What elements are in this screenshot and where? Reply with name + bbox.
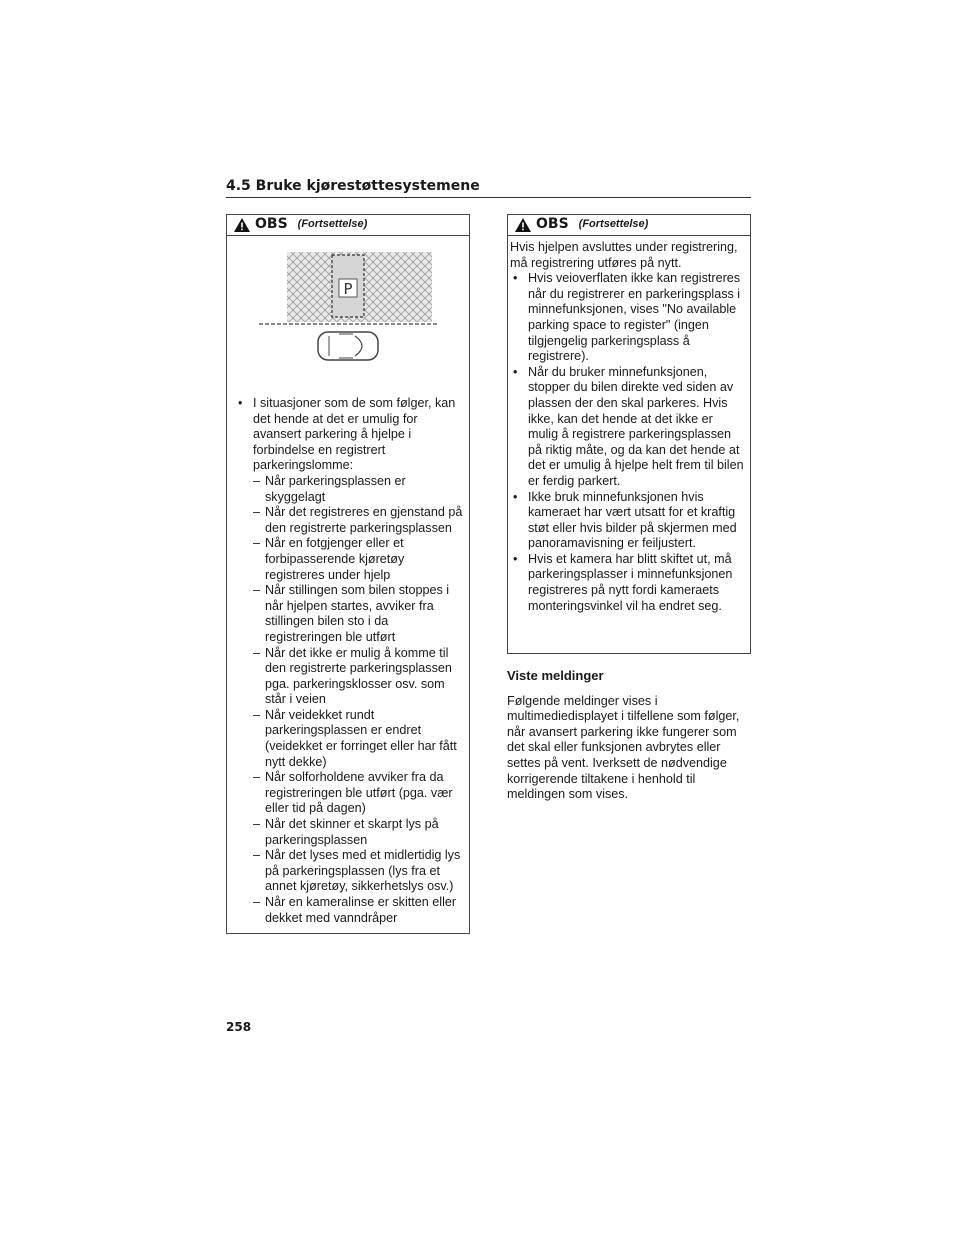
left-bullet-list bbox=[235, 396, 463, 926]
caution-box-left bbox=[226, 214, 470, 934]
list-item: – Når det ikke er mulig å komme til den registrerte parkeringsplassen pga. parkeringsklosser osv. som står i veien bbox=[253, 646, 463, 708]
section-header: 4.5 Bruke kjørestøttesystemene bbox=[226, 178, 751, 198]
continued-label: (Fortsettelse) bbox=[297, 218, 368, 231]
list-item: • Ikke bruk minnefunksjonen hvis kameraet har vært utsatt for et kraftig støt eller hvis bilder på skjermen med panoramavisning er feiljustert. bbox=[510, 490, 744, 552]
list-item bbox=[235, 396, 463, 926]
parking-sign-letter: P bbox=[343, 280, 353, 298]
obs-label: OBS bbox=[255, 216, 288, 233]
list-item: – Når parkeringsplassen er skyggelagt bbox=[253, 474, 463, 505]
list-item: • Når du bruker minnefunksjonen, stopper du bilen direkte ved siden av plassen der den skal parkeres. Hvis ikke, kan det hende at det ikke er mulig å registrere parkeringsplassen på riktig måte, og da kan det hende at det er umulig å hjelpe helt frem til bilen er ferdig parkert. bbox=[510, 365, 744, 490]
list-item: – Når solforholdene avviker fra da registreringen ble utført (pga. vær eller tid på dagen) bbox=[253, 770, 463, 817]
continued-label: (Fortsettelse) bbox=[578, 218, 649, 231]
parking-illustration bbox=[259, 252, 439, 372]
list-item: – Når en kameralinse er skitten eller dekket med vanndråper bbox=[253, 895, 463, 926]
warning-triangle-icon bbox=[514, 217, 532, 233]
condition-list bbox=[253, 474, 463, 926]
messages-section bbox=[507, 668, 751, 803]
intro-text: Hvis hjelpen avsluttes under registrering, må registrering utføres på nytt. bbox=[510, 240, 738, 270]
obs-label: OBS bbox=[536, 216, 569, 233]
messages-body: Følgende meldinger vises i multimediedisplayet i tilfellene som følger, når avansert parkering ikke fungerer som det skal eller funksjonen avbrytes eller settes på vent. Iverksett de nødvendige korrigerende tiltakene i henhold til meldingen som vises. bbox=[507, 693, 740, 802]
list-item: – Når det lyses med et midlertidig lys på parkeringsplassen (lys fra et annet kjøretøy, sikkerhetslys osv.) bbox=[253, 848, 463, 895]
caution-box-header bbox=[227, 215, 469, 236]
list-item: • Hvis veioverflaten ikke kan registreres når du registrerer en parkeringsplass i minnefunksjonen, vises "No available parking space to register" (ingen tilgjengelig parkeringsplass å registrere). bbox=[510, 271, 744, 365]
car-icon bbox=[318, 332, 378, 360]
list-item: – Når det skinner et skarpt lys på parkeringsplassen bbox=[253, 817, 463, 848]
list-item: • Hvis et kamera har blitt skiftet ut, må parkeringsplasser i minnefunksjonen registreres på nytt fordi kameraets monteringsvinkel vil ha endret seg. bbox=[510, 552, 744, 614]
messages-heading: Viste meldinger bbox=[507, 668, 604, 683]
list-item: – Når det registreres en gjenstand på den registrerte parkeringsplassen bbox=[253, 505, 463, 536]
bullet-intro-text: I situasjoner som de som følger, kan det hende at det er umulig for avansert parkering å hjelpe i forbindelse en registrert parkeringslomme: bbox=[253, 396, 456, 473]
warning-triangle-icon bbox=[233, 217, 251, 233]
right-bullet-list bbox=[510, 271, 744, 614]
caution-box-header bbox=[508, 215, 750, 236]
list-item: – Når en fotgjenger eller et forbipasserende kjøretøy registreres under hjelp bbox=[253, 536, 463, 583]
caution-box-right bbox=[507, 214, 751, 654]
list-item: – Når stillingen som bilen stoppes i når hjelpen startes, avviker fra stillingen bilen sto i da registreringen ble utført bbox=[253, 583, 463, 645]
list-item: – Når veidekket rundt parkeringsplassen er endret (veidekket er forringet eller har fått nytt dekke) bbox=[253, 708, 463, 770]
page-number: 258 bbox=[226, 1020, 252, 1034]
